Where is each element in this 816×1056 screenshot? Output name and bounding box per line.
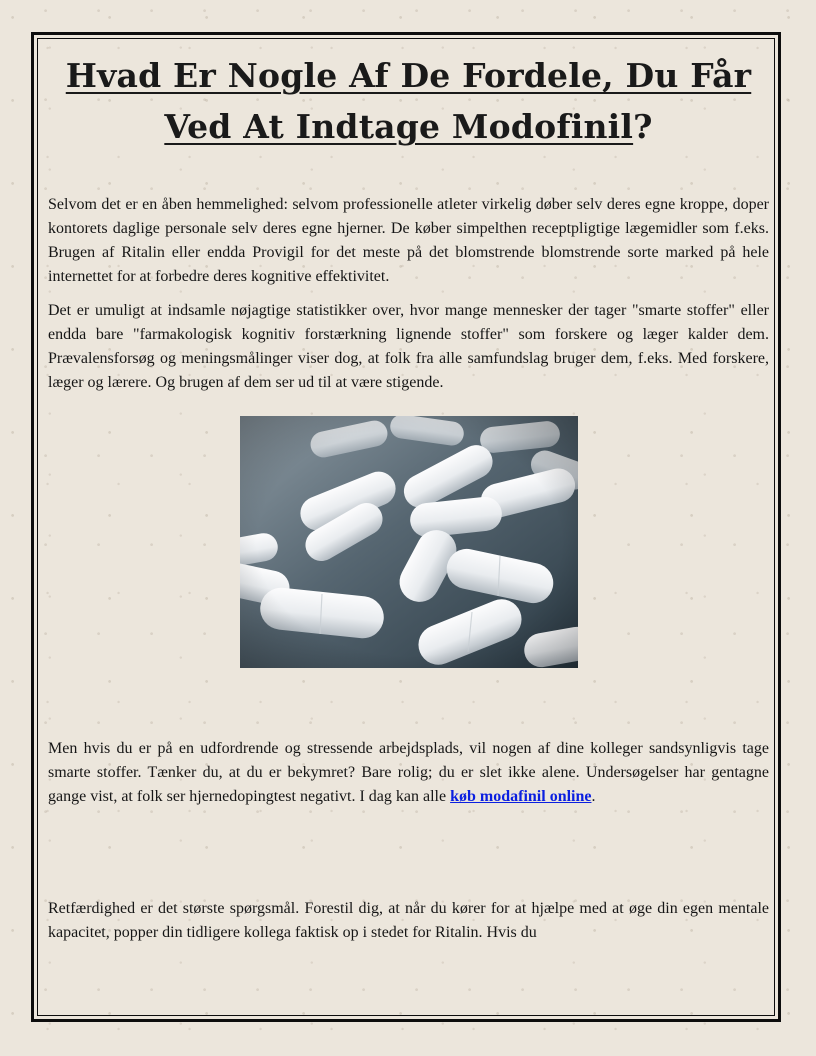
article-title-end: ? — [633, 107, 653, 146]
paragraph-3-end: . — [591, 788, 596, 805]
article — [48, 40, 769, 1016]
article-title — [48, 40, 769, 152]
paragraph-2: Det er umuligt at indsamle nøjagtige statistikker over, hvor mange mennesker der tager "smarte stoffer" eller endda bare "farmakologisk kognitiv forstærkning lignende stoffer" som forskere og læger kalder dem. Prævalensforsøg og meningsmålinger viser dog, at folk fra alle samfundslag bruger dem, f.eks. Med forskere, læger og lærere. Og brugen af dem ser ud til at være stigende. — [48, 302, 769, 391]
pills-image — [240, 416, 578, 668]
paragraph-4: Retfærdighed er det største spørgsmål. Forestil dig, at når du kører for at hjælpe med at øge din egen mentale kapacitet, popper din tidligere kollega faktisk op i stedet for Ritalin. Hvis du — [48, 900, 769, 941]
paragraph-3-text: Men hvis du er på en udfordrende og stressende arbejdsplads, vil nogen af dine kolleger sandsynligvis tage smarte stoffer. Tænker du, at du er bekymret? Bare rolig; du er slet ikke alene. Undersøgelser har gentagne gange vist, at folk ser hjernedopingtest negativt. I dag kan alle — [48, 740, 769, 805]
article-title-underlined: Hvad Er Nogle Af De Fordele, Du Får Ved At Indtage Modofinil — [65, 56, 752, 146]
paragraph-3 — [48, 737, 769, 809]
buy-modafinil-link[interactable]: køb modafinil online — [450, 788, 592, 805]
paragraph-1: Selvom det er en åben hemmelighed: selvom professionelle atleter virkelig døber selv deres egne kroppe, doper kontorets daglige personale selv deres egne hjerner. De køber simpelthen receptpligtige lægemidler som f.eks. Brugen af Ritalin eller endda Provigil for det meste på det blomstrende blomstrende sorte marked på hele internettet for at forbedre deres kognitive effektivitet. — [48, 196, 769, 285]
